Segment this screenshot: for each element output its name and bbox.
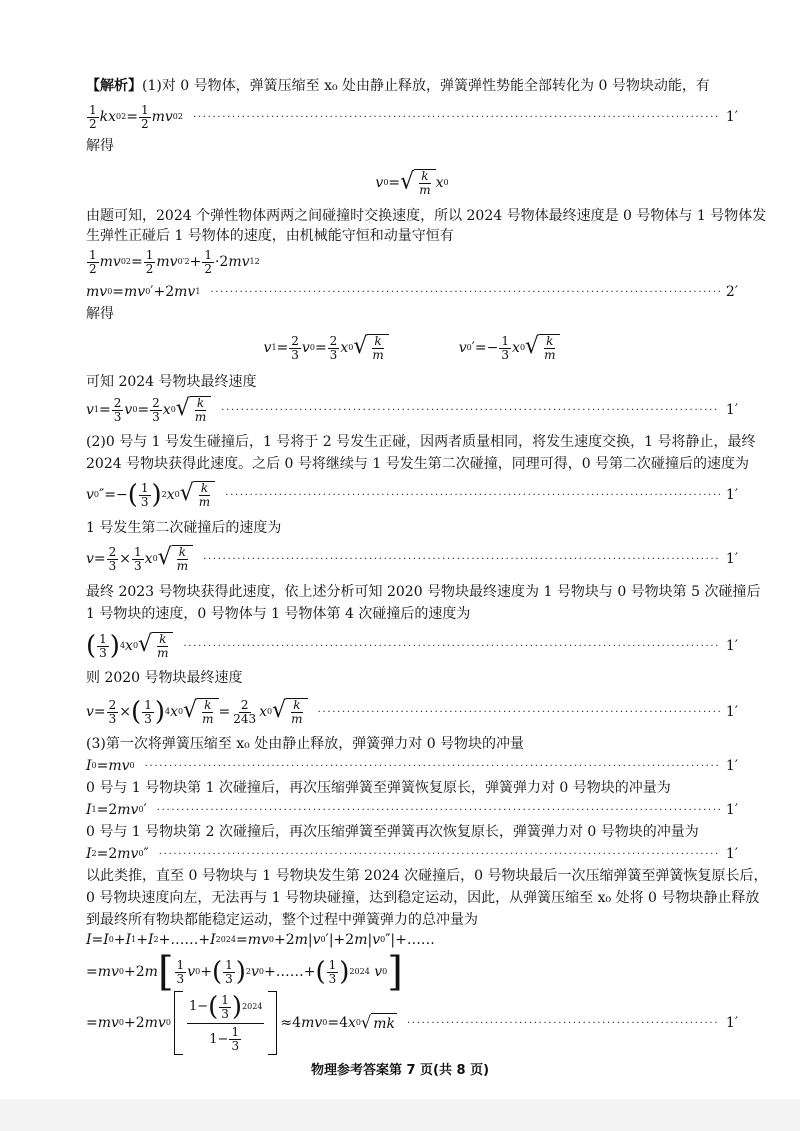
part2-text-b: 2024 号物块获得此速度。之后 0 号将继续与 1 号发生第二次碰撞，同理可得，0 号第二次碰撞后的速度为 [86,456,750,472]
eq-I1: I 1 =2 mv 0 ′ [86,802,147,818]
line-solve-2 [86,304,738,324]
eq-I-result: = mv 0 +2 mv 0 1− ( $\frac{1}{3}$ ) 2024 1− $\frac{1}{3}$ ≈4 mv 0 =4 x 0 √ mk [86,992,395,1053]
line-p2c [86,518,738,538]
eq-I0: I 0 = mv 0 [86,758,135,774]
eq-v1-final-line [86,394,738,426]
line-p3c [86,822,738,842]
analysis-text: (1)对 0 号物体，弹簧压缩至 x₀ 处由静止释放，弹簧弹性势能全部转化为 0 号物块动能，有 [142,78,710,94]
eq-energy-line [86,104,738,130]
dot-leader [221,400,720,420]
eq-energy: $\frac{1}{2}$ kx 0 2 = $\frac{1}{2}$ mv 0 2 [89,102,183,131]
line-p3e [86,888,760,908]
eq-v0-line [86,168,738,198]
score: 1′ [725,758,738,774]
score: 1′ [725,846,738,862]
eq-v-second: v = $\frac{2}{3}$ × $\frac{1}{3}$ x 0 √ $\frac{k}{m}$ [86,545,193,573]
eq-v0-double-prime: v 0 ″=− ( $\frac{1}{3}$ ) 2 x 0 √ $\frac{k}{m}$ [86,481,215,509]
eq-I-result-line [86,992,738,1054]
analysis-label: 【解析】 [86,78,142,94]
eq-v1: v 1 = $\frac{2}{3}$ v 0 = $\frac{2}{3}$ x 0 √ $\frac{k}{m}$ [264,334,389,362]
eq-v0dprime-line [86,478,738,512]
eq-v0prime: v 0 ′=− $\frac{1}{3}$ x 0 √ $\frac{k}{m}$ [459,334,561,362]
line-solve-1 [86,136,738,156]
eq-I-total: I = I 0 + I 1 + I 2 +……+ I 2024 = mv 0 +2 m | v 0 ′|+2 m | v 0 ″|+…… [86,932,435,948]
score: 1′ [725,704,738,720]
eq-I-series: = mv 0 +2 m [ $\frac{1}{3}$ v 0 + ( $\frac{1}{3}$ ) 2 v 0 +……+ ( $\frac{1}{3}$ ) 2024 v 0 ] [86,949,403,995]
part2-text-d: 最终 2023 号物块获得此速度，依上述分析可知 2020 号物块最终速度为 1 号物块与 0 号物块第 5 次碰撞后 [86,584,761,600]
line-intro-1 [86,206,767,226]
part3-text-a: (3)第一次将弹簧压缩至 x₀ 处由静止释放，弹簧弹力对 0 号物块的冲量 [86,736,525,752]
line-p3b [86,778,738,798]
bottom-band [0,1099,800,1131]
eq-fourth: ( $\frac{1}{3}$ ) 4 x 0 √ $\frac{k}{m}$ [86,632,173,660]
part3-text-b: 0 号与 1 号物块第 1 次碰撞后，再次压缩弹簧至弹簧恢复原长，弹簧弹力对 0 号物块的冲量为 [86,780,671,796]
score: 1′ [725,1015,738,1031]
eq-I-series-line [86,949,738,995]
score: 1′ [725,638,738,654]
eq-v0: v 0 = √ $\frac{k}{m}$ x 0 [375,168,449,197]
dot-leader [203,549,720,569]
part3-text-f: 到最终所有物块都能稳定运动，整个过程中弹簧弹力的总冲量为 [86,912,478,928]
line-analysis-1 [86,76,738,96]
line-p2e [86,604,738,624]
line-p3f [86,910,738,930]
page-footer: 物理参考答案第 7 页(共 8 页) [310,1063,490,1078]
eq-I1-line [86,800,738,820]
dot-leader [210,282,720,302]
line-p2f [86,668,738,688]
score: 1′ [725,402,738,418]
part2-text-f: 则 2020 号物块最终速度 [86,670,243,686]
line-p3a [86,734,738,754]
eq-fourth-line [86,628,738,664]
score: 1′ [725,802,738,818]
part3-text-c: 0 号与 1 号物块第 2 次碰撞后，再次压缩弹簧至弹簧再次恢复原长，弹簧弹力对 0 号物块的冲量为 [86,824,699,840]
score: 1′ [725,109,738,125]
dot-leader [193,107,720,127]
eq-v1-final: v 1 = $\frac{2}{3}$ v 0 = $\frac{2}{3}$ x 0 √ $\frac{k}{m}$ [86,396,211,424]
score: 2′ [725,284,738,300]
solve-word: 解得 [86,306,114,322]
dot-leader [145,756,720,776]
line-p2b [86,454,750,474]
part2-text-e: 1 号物块的速度，0 号物体与 1 号物体第 4 次碰撞后的速度为 [86,606,471,622]
line-final-2024 [86,372,738,392]
eq-v-second-line [86,542,738,576]
eq-momentum: mv 0 = mv 0 ′+2 mv 1 [86,284,201,300]
score: 1′ [725,551,738,567]
dot-leader [225,485,720,505]
eq-v2020-line [86,694,738,730]
part3-text-d: 以此类推，直至 0 号物块与 1 号物块发生第 2024 次碰撞后，0 号物块最后一次压缩弹簧至弹簧恢复原长后， [86,868,768,884]
intro-text: 由题可知，2024 个弹性物体两两之间碰撞时交换速度，所以 2024 号物体最终速度是 0 号物体与 1 号物体发 [86,208,767,224]
eq-energy-2: $\frac{1}{2}$ mv 0 2 = $\frac{1}{2}$ mv 0 ′2 + $\frac{1}{2}$ ·2 mv 1 2 [89,247,260,276]
dot-leader [157,800,720,820]
line-intro-2 [86,226,738,246]
intro-text-2: 生弹性正碰后 1 号物体的速度，由机械能守恒和动量守恒有 [86,228,454,244]
eq-momentum-line [86,282,738,302]
eq-energy2-line [86,248,738,276]
eq-I2: I 2 =2 mv 0 ″ [86,846,149,862]
part3-text-e: 0 号物块速度向左，无法再与 1 号物块碰撞，达到稳定运动，因此，从弹簧压缩至 x₀ 处将 0 号物块静止释放 [86,890,760,906]
final-text: 可知 2024 号物块最终速度 [86,374,257,390]
eq-I2-line [86,844,738,864]
line-p2a [86,432,756,452]
line-p3d [86,866,768,886]
part2-text-c: 1 号发生第二次碰撞后的速度为 [86,520,282,536]
line-p2d [86,582,761,602]
solve-word: 解得 [86,138,114,154]
eq-I0-line [86,756,738,776]
score: 1′ [725,487,738,503]
eq-I-total-line [86,930,738,950]
dot-leader [183,636,719,656]
eq-v2020: v = $\frac{2}{3}$ × ( $\frac{1}{3}$ ) 4 x 0 √ $\frac{k}{m}$ = $\frac{2}{243}$ x 0 √ $\frac{k}{m}$ [86,698,308,726]
eq-v1-v0prime-line [86,332,738,364]
part2-text-a: (2)0 号与 1 号发生碰撞后，1 号将于 2 号发生正碰，因两者质量相同，将发生速度交换，1 号将静止，最终 [86,434,756,450]
dot-leader [318,702,720,722]
dot-leader [407,1013,720,1033]
dot-leader [159,844,720,864]
